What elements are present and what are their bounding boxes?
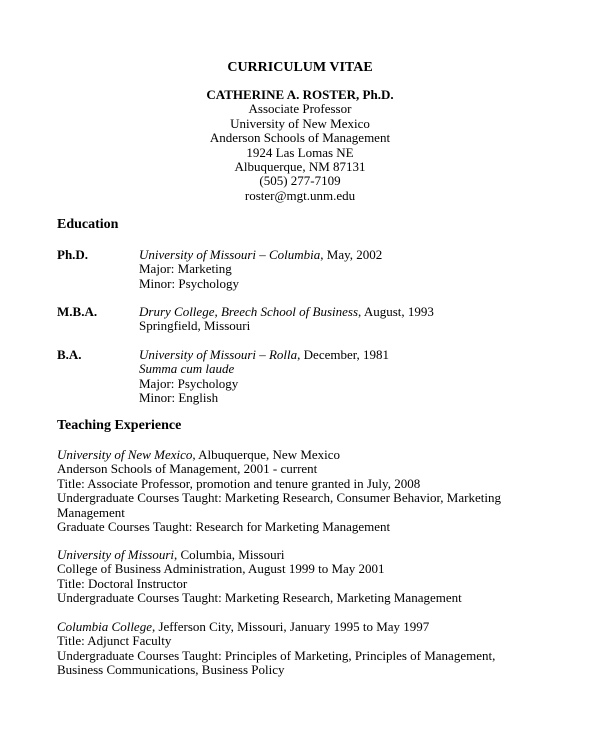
degree-minor: Minor: English xyxy=(139,390,219,406)
document-title: CURRICULUM VITAE xyxy=(227,60,373,75)
institution-name: Drury College, Breech School of Business xyxy=(139,304,359,319)
degree-date: , December, 1981 xyxy=(297,347,390,362)
institution-location: , Columbia, Missouri xyxy=(174,547,285,562)
degree-major: Major: Marketing xyxy=(139,261,232,277)
degree-major: Major: Psychology xyxy=(139,375,239,391)
undergraduate-courses: Undergraduate Courses Taught: Marketing Research, Consumer Behavior, Marketing Management xyxy=(57,490,501,520)
contact-header xyxy=(0,88,600,203)
teaching-entry-columbia xyxy=(57,620,557,678)
degree-minor: Minor: Psychology xyxy=(139,275,240,291)
email-address: roster@mgt.unm.edu xyxy=(244,187,356,203)
degree-details xyxy=(139,248,559,291)
degree-date: , May, 2002 xyxy=(320,247,383,262)
degree-details xyxy=(139,305,559,334)
institution-location: , Jefferson City, Missouri, January 1995 to May 1997 xyxy=(151,619,430,634)
teaching-entry-mizzou xyxy=(57,548,557,606)
undergraduate-courses: Undergraduate Courses Taught: Principles of Marketing, Principles of Management, xyxy=(57,647,496,663)
degree-label: M.B.A. xyxy=(57,304,98,319)
institution-name: University of Missouri – Columbia xyxy=(139,247,321,262)
institution-location: , Albuquerque, New Mexico xyxy=(192,447,341,462)
school-and-dates: Anderson Schools of Management, 2001 - current xyxy=(57,461,318,477)
institution-name: University of Missouri xyxy=(57,547,174,562)
address-street: 1924 Las Lomas NE xyxy=(246,144,354,160)
degree-label: Ph.D. xyxy=(57,247,89,262)
institution-name: University of New Mexico xyxy=(57,447,193,462)
school-and-dates: College of Business Administration, August 1999 to May 2001 xyxy=(57,561,385,577)
job-title: Title: Doctoral Instructor xyxy=(57,575,188,591)
address-city: Albuquerque, NM 87131 xyxy=(234,159,366,175)
degree-details xyxy=(139,348,559,406)
teaching-entry-unm xyxy=(57,448,557,534)
candidate-school: Anderson Schools of Management xyxy=(209,130,391,146)
candidate-name: CATHERINE A. ROSTER, Ph.D. xyxy=(206,87,394,102)
teaching-heading: Teaching Experience xyxy=(57,418,182,433)
phone-number: (505) 277-7109 xyxy=(259,173,341,189)
candidate-university: University of New Mexico xyxy=(230,115,370,131)
degree-label: B.A. xyxy=(57,347,82,362)
institution-location: Springfield, Missouri xyxy=(139,318,251,334)
degree-honors: Summa cum laude xyxy=(139,361,235,377)
degree-date: , August, 1993 xyxy=(358,304,434,319)
education-heading: Education xyxy=(57,217,119,232)
job-title: Title: Adjunct Faculty xyxy=(57,633,172,649)
undergraduate-courses-continued: Business Communications, Business Policy xyxy=(57,662,285,678)
institution-name: Columbia College xyxy=(57,619,152,634)
institution-name: University of Missouri – Rolla xyxy=(139,347,298,362)
graduate-courses: Graduate Courses Taught: Research for Marketing Management xyxy=(57,519,391,535)
candidate-position: Associate Professor xyxy=(248,101,352,117)
undergraduate-courses: Undergraduate Courses Taught: Marketing Research, Marketing Management xyxy=(57,590,462,606)
job-title: Title: Associate Professor, promotion and tenure granted in July, 2008 xyxy=(57,475,421,491)
